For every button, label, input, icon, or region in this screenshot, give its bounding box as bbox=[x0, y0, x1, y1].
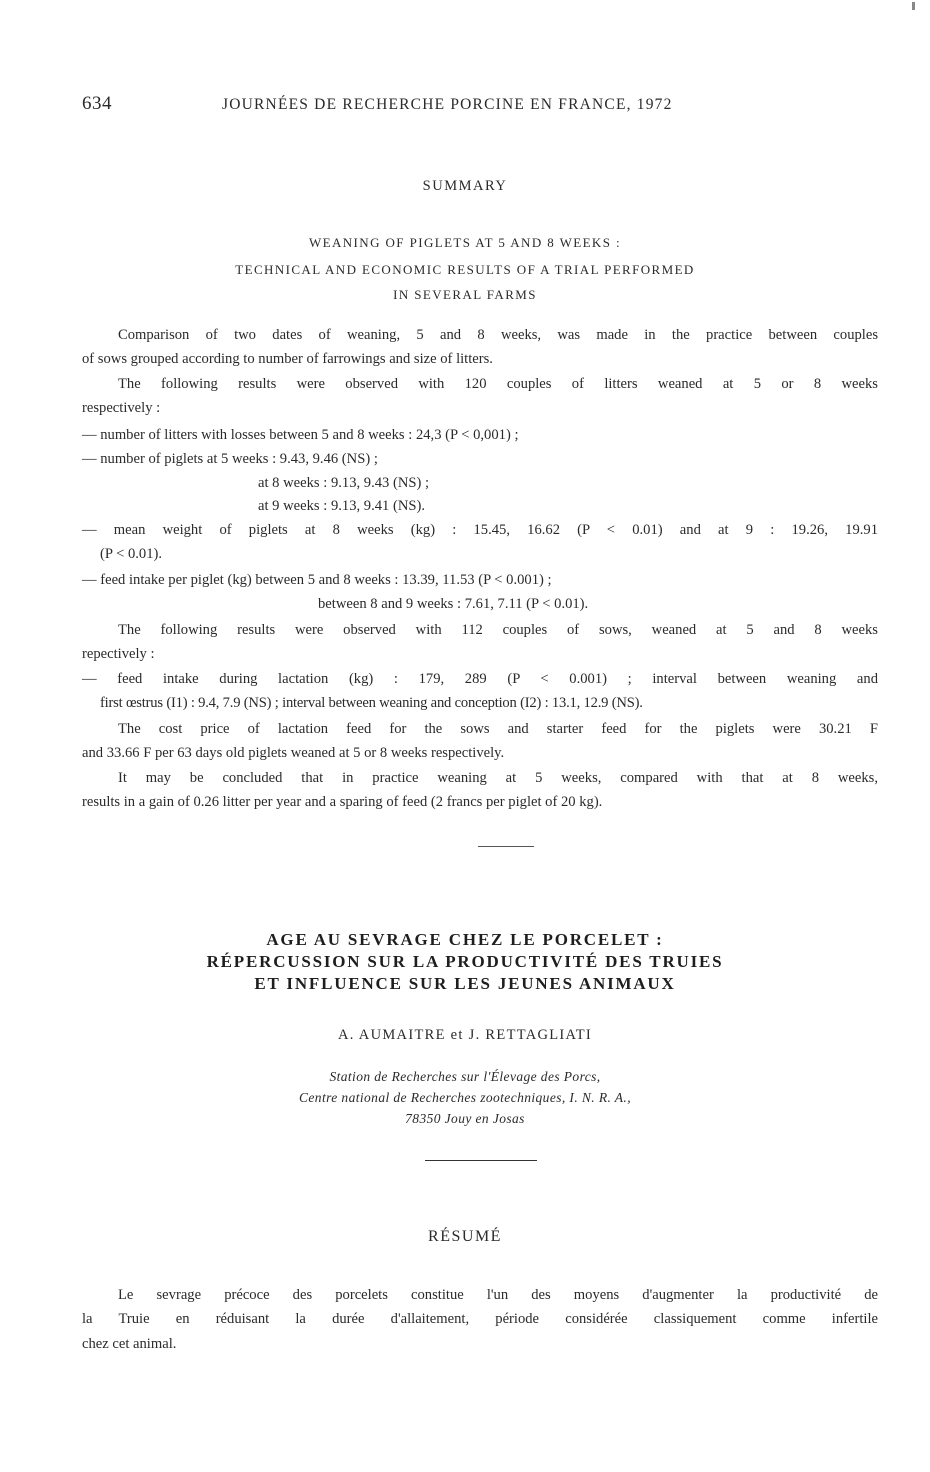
summary-title-line: WEANING OF PIGLETS AT 5 AND 8 WEEKS : bbox=[308, 235, 622, 250]
resume-paragraph-line: chez cet animal. bbox=[82, 1336, 177, 1352]
summary-paragraph-line: The following results were observed with 112 couples of sows, weaned at 5 and 8 weeks bbox=[118, 622, 878, 638]
authors: A. AUMAITRE et J. RETTAGLIATI bbox=[337, 1027, 592, 1043]
summary-paragraph-line: respectively : bbox=[82, 400, 161, 416]
summary-bullet-continuation: (P < 0.01). bbox=[100, 546, 163, 562]
summary-paragraph-line: and 33.66 F per 63 days old piglets weaned at 5 or 8 weeks respectively. bbox=[82, 745, 505, 761]
summary-bullet-continuation: between 8 and 9 weeks : 7.61, 7.11 (P < 0.01). bbox=[318, 596, 589, 612]
summary-bullet: — number of litters with losses between 5 and 8 weeks : 24,3 (P < 0,001) ; bbox=[82, 427, 519, 443]
resume-heading: RÉSUMÉ bbox=[428, 1228, 502, 1245]
summary-paragraph-line: of sows grouped according to number of farrowings and size of litters. bbox=[82, 351, 493, 367]
summary-paragraph-line: The following results were observed with 120 couples of litters weaned at 5 or 8 weeks bbox=[118, 376, 878, 392]
scan-mark bbox=[912, 2, 915, 10]
summary-bullet: — feed intake per piglet (kg) between 5 and 8 weeks : 13.39, 11.53 (P < 0.001) ; bbox=[82, 572, 552, 588]
summary-paragraph-line: repectively : bbox=[82, 646, 155, 662]
article-title-line: AGE AU SEVRAGE CHEZ LE PORCELET : bbox=[266, 930, 664, 949]
summary-title-line: TECHNICAL AND ECONOMIC RESULTS OF A TRIAL PERFORMED bbox=[235, 262, 695, 277]
section-separator bbox=[478, 846, 534, 847]
resume-paragraph-line: Le sevrage précoce des porcelets constitue l'un des moyens d'augmenter la productivité de bbox=[118, 1287, 878, 1303]
journal-title: JOURNÉES DE RECHERCHE PORCINE EN FRANCE, 1972 bbox=[222, 96, 673, 113]
summary-paragraph-line: Comparison of two dates of weaning, 5 and 8 weeks, was made in the practice between couples bbox=[118, 327, 878, 343]
resume-paragraph-line: la Truie en réduisant la durée d'allaitement, période considérée classiquement comme infertile bbox=[82, 1311, 878, 1327]
summary-paragraph-line: The cost price of lactation feed for the sows and starter feed for the piglets were 30.21 F bbox=[118, 721, 878, 737]
summary-bullet: — number of piglets at 5 weeks : 9.43, 9.46 (NS) ; bbox=[82, 451, 378, 467]
summary-paragraph-line: results in a gain of 0.26 litter per year and a sparing of feed (2 francs per piglet of 20 kg). bbox=[82, 794, 603, 810]
section-separator bbox=[425, 1160, 537, 1161]
affiliation-line: Centre national de Recherches zootechniques, I. N. R. A., bbox=[299, 1090, 631, 1105]
page-number: 634 bbox=[82, 93, 112, 114]
summary-title-line: IN SEVERAL FARMS bbox=[393, 287, 537, 302]
summary-bullet-continuation: first œstrus (I1) : 9.4, 7.9 (NS) ; interval between weaning and conception (I2) : 13.1, 12.9 (NS). bbox=[100, 695, 643, 711]
summary-bullet: — mean weight of piglets at 8 weeks (kg) : 15.45, 16.62 (P < 0.01) and at 9 : 19.26, 19.91 bbox=[82, 522, 878, 538]
summary-heading: SUMMARY bbox=[422, 178, 508, 194]
article-title-line: RÉPERCUSSION SUR LA PRODUCTIVITÉ DES TRUIES bbox=[206, 952, 724, 971]
affiliation-line: 78350 Jouy en Josas bbox=[405, 1111, 525, 1126]
summary-paragraph-line: It may be concluded that in practice weaning at 5 weeks, compared with that at 8 weeks, bbox=[118, 770, 878, 786]
summary-bullet: — feed intake during lactation (kg) : 179, 289 (P < 0.001) ; interval between weaning and bbox=[82, 671, 878, 687]
article-title-line: ET INFLUENCE SUR LES JEUNES ANIMAUX bbox=[254, 974, 676, 993]
affiliation-line: Station de Recherches sur l'Élevage des Porcs, bbox=[329, 1069, 601, 1084]
summary-bullet-continuation: at 9 weeks : 9.13, 9.41 (NS). bbox=[258, 498, 425, 514]
summary-bullet-continuation: at 8 weeks : 9.13, 9.43 (NS) ; bbox=[258, 475, 430, 491]
